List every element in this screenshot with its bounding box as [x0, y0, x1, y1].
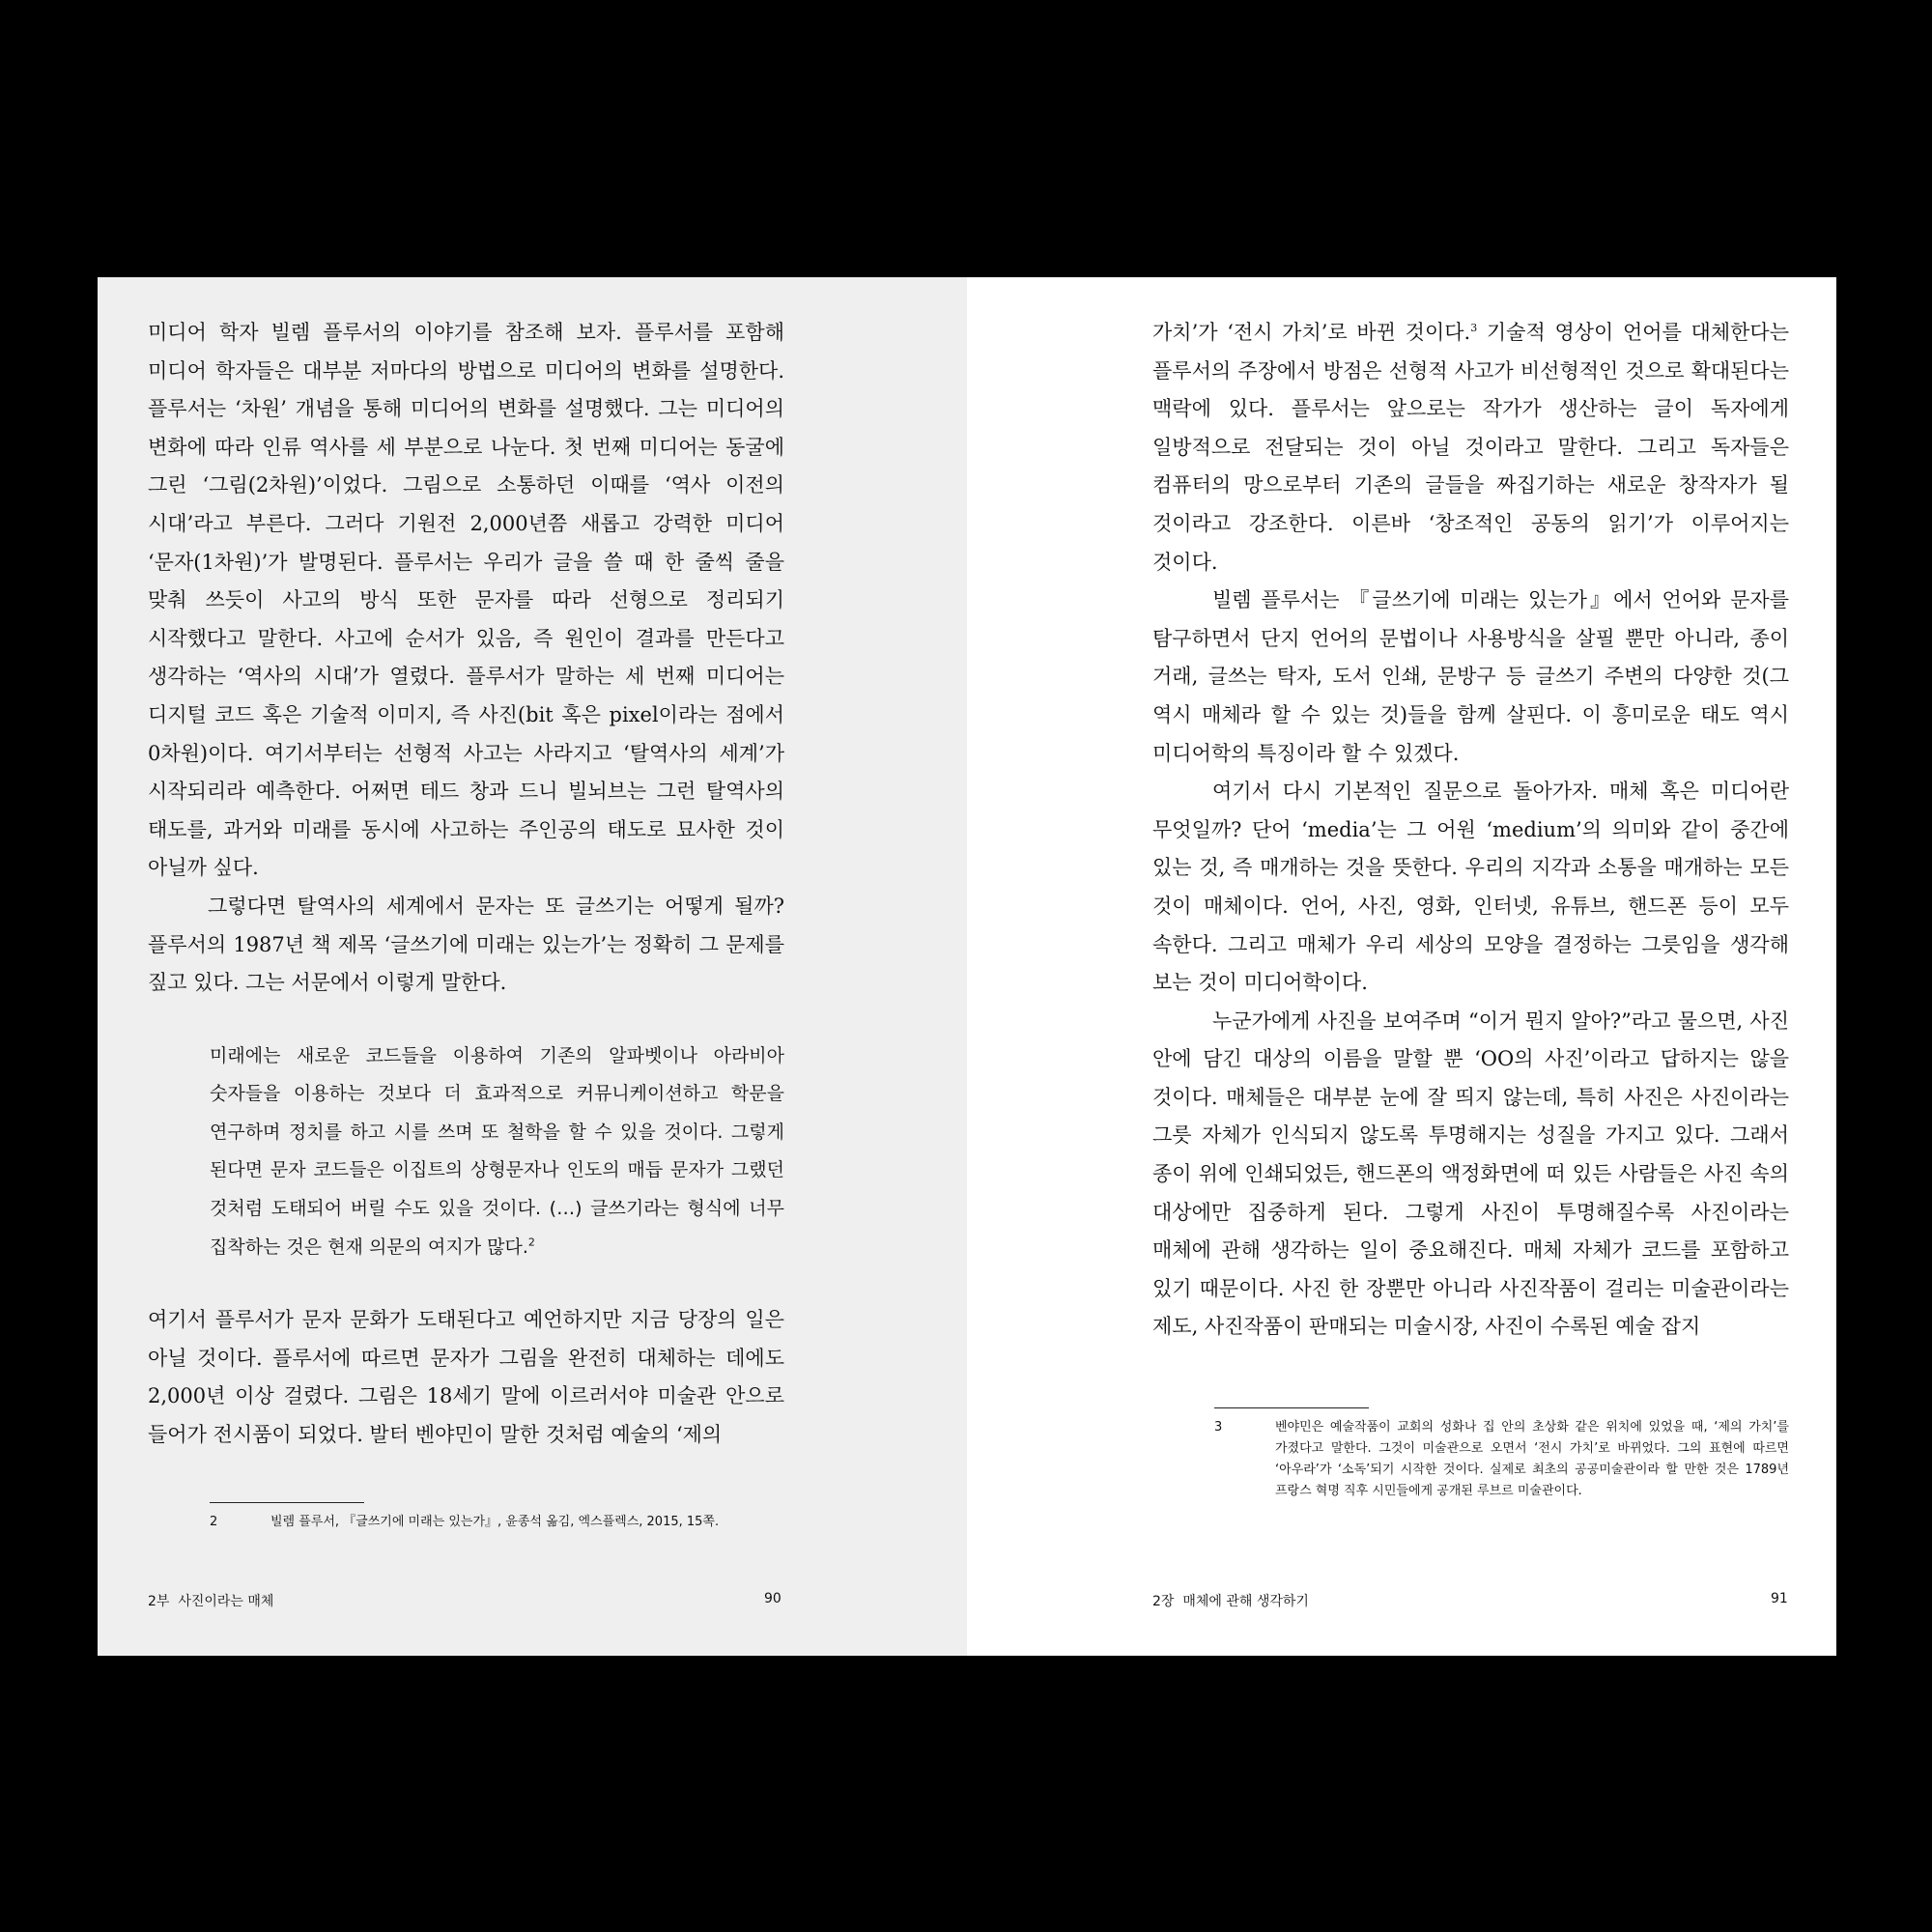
right-footnote-rule	[1214, 1407, 1369, 1408]
right-page	[967, 277, 1836, 1656]
block-quote-text: 미래에는 새로운 코드들을 이용하여 기존의 알파벳이나 아라비아 숫자들을 이용하는 것보다 더 효과적으로 커뮤니케이션하고 학문을 연구하며 정치를 하고 시를 쓰며 또 철학을 할 수 있을 것이다. 그렇게 된다면 문자 코드들은 이집트의 상형문자나 인도의 매듭 문자가 그랬던 것처럼 도태되어 버릴 수도 있을 것이다. (…) 글쓰기라는 형식에 너무 집착하는 것은 현재 의문의 여지가 많다.	[210, 1044, 784, 1258]
left-page	[98, 277, 967, 1656]
right-running-head: 2장 매체에 관해 생각하기	[1152, 1594, 1309, 1609]
right-paragraph-4: 누군가에게 사진을 보여주며 “이거 뭔지 알아?”라고 물으면, 사진 안에 담긴 대상의 이름을 말할 뿐 ‘OO의 사진’이라고 답하지는 않을 것이다. 매체들은 대부분 눈에 잘 띄지 않는데, 특히 사진은 사진이라는 그릇 자체가 인식되지 않도록 투명해지는 성질을 가지고 있다. 그래서 종이 위에 인쇄되었든, 핸드폰의 액정화면에 떠 있든 사람들은 사진 속의 대상에만 집중하게 된다. 그렇게 사진이 투명해질수록 사진이라는 매체에 관해 생각하는 일이 중요해진다. 매체 자체가 코드를 포함하고 있기 때문이다. 사진 한 장뿐만 아니라 사진작품이 걸리는 미술관이라는 제도, 사진작품이 판매되는 미술시장, 사진이 수록된 예술 잡지	[1152, 1009, 1789, 1339]
right-paragraph-1-start: 가치’가 ‘전시 가치’로 바뀐 것이다.	[1152, 321, 1471, 344]
footnote-ref-3: 3	[1470, 322, 1478, 334]
left-paragraph-2: 그렇다면 탈역사의 세계에서 문자는 또 글쓰기는 어떻게 될까? 플루서의 1987년 책 제목 ‘글쓰기에 미래는 있는가’는 정확히 그 문제를 짚고 있다. 그는 서문에서 이렇게 말한다.	[148, 894, 784, 995]
footnote-ref-2: 2	[527, 1236, 535, 1249]
left-paragraph-1: 미디어 학자 빌렘 플루서의 이야기를 참조해 보자. 플루서를 포함해 미디어 학자들은 대부분 저마다의 방법으로 미디어의 변화를 설명한다. 플루서는 ‘차원’ 개념을 통해 미디어의 변화를 설명했다. 그는 미디어의 변화에 따라 인류 역사를 세 부분으로 나눈다. 첫 번째 미디어는 동굴에 그린 ‘그림(2차원)’이었다. 그림으로 소통하던 이때를 ‘역사 이전의 시대’라고 부른다. 그러다 기원전 2,000년쯤 새롭고 강력한 미디어 ‘문자(1차원)’가 발명된다. 플루서는 우리가 글을 쓸 때 한 줄씩 줄을 맞춰 쓰듯이 사고의 방식 또한 문자를 따라 선형으로 정리되기 시작했다고 말한다. 사고에 순서가 있음, 즉 원인이 결과를 만든다고 생각하는 ‘역사의 시대’가 열렸다. 플루서가 말하는 세 번째 미디어는 디지털 코드 혹은 기술적 이미지, 즉 사진(bit 혹은 pixel이라는 점에서 0차원)이다. 여기서부터는 선형적 사고는 사라지고 ‘탈역사의 세계’가 시작되리라 예측한다. 어쩌면 테드 창과 드니 빌뇌브는 그런 탈역사의 태도를, 과거와 미래를 동시에 사고하는 주인공의 태도로 묘사한 것이 아닐까 싶다.	[148, 321, 784, 880]
left-running-head: 2부 사진이라는 매체	[148, 1594, 274, 1609]
right-paragraph-3: 여기서 다시 기본적인 질문으로 돌아가자. 매체 혹은 미디어란 무엇일까? 단어 ‘media’는 그 어원 ‘medium’의 의미와 같이 중간에 있는 것, 즉 매개하는 것을 뜻한다. 우리의 지각과 소통을 매개하는 모든 것이 매체이다. 언어, 사진, 영화, 인터넷, 유튜브, 핸드폰 등이 모두 속한다. 그리고 매체가 우리 세상의 모양을 결정하는 그릇임을 생각해 보는 것이 미디어학이다.	[1152, 780, 1789, 995]
left-paragraph-3: 여기서 플루서가 문자 문화가 도태된다고 예언하지만 지금 당장의 일은 아닐 것이다. 플루서에 따르면 문자가 그림을 완전히 대체하는 데에도 2,000년 이상 걸렸다. 그림은 18세기 말에 이르러서야 미술관 안으로 들어가 전시품이 되었다. 발터 벤야민이 말한 것처럼 예술의 ‘제의	[148, 1308, 784, 1447]
left-body-text	[148, 314, 784, 1455]
block-quote	[210, 1037, 784, 1267]
right-page-number: 91	[1771, 1591, 1788, 1606]
left-footnote	[210, 1512, 789, 1537]
right-footnote	[1214, 1417, 1789, 1533]
right-paragraph-1-rest: 기술적 영상이 언어를 대체한다는 플루서의 주장에서 방점은 선형적 사고가 비선형적인 것으로 확대된다는 맥락에 있다. 플루서는 앞으로는 작가가 생산하는 글이 독자에게 일방적으로 전달되는 것이 아닐 것이라고 말한다. 그리고 독자들은 컴퓨터의 망으로부터 기존의 글들을 짜집기하는 새로운 창작자가 될 것이라고 강조한다. 이른바 ‘창조적인 공동의 읽기’가 이루어지는 것이다.	[1152, 321, 1789, 574]
footnote-number: 3	[1214, 1420, 1223, 1435]
book-spread	[98, 277, 1836, 1656]
right-body-text	[1152, 314, 1789, 1347]
footnote-number: 2	[210, 1515, 218, 1529]
left-footnote-rule	[210, 1502, 364, 1503]
right-paragraph-2: 빌렘 플루서는 『글쓰기에 미래는 있는가』에서 언어와 문자를 탐구하면서 단지 언어의 문법이나 사용방식을 살필 뿐만 아니라, 종이 거래, 글쓰는 탁자, 도서 인쇄, 문방구 등 글쓰기 주변의 다양한 것(그 역시 매체라 할 수 있는 것)들을 함께 살핀다. 이 흥미로운 태도 역시 미디어학의 특징이라 할 수 있겠다.	[1152, 588, 1789, 765]
footnote-text: 빌렘 플루서, 『글쓰기에 미래는 있는가』, 윤종석 옮김, 엑스플렉스, 2015, 15쪽.	[270, 1515, 720, 1529]
right-paragraph-1	[1152, 314, 1789, 582]
left-page-number: 90	[764, 1591, 781, 1606]
footnote-text: 벤야민은 예술작품이 교회의 성화나 집 안의 초상화 같은 위치에 있었을 때, ‘제의 가치’를 가졌다고 말한다. 그것이 미술관으로 오면서 ‘전시 가치’로 바뀌었다. 그의 표현에 따르면 ‘아우라’가 ‘소독’되기 시작한 것이다. 실제로 최초의 공공미술관이라 할 만한 것은 1789년 프랑스 혁명 직후 시민들에게 공개된 루브르 미술관이다.	[1275, 1420, 1789, 1498]
